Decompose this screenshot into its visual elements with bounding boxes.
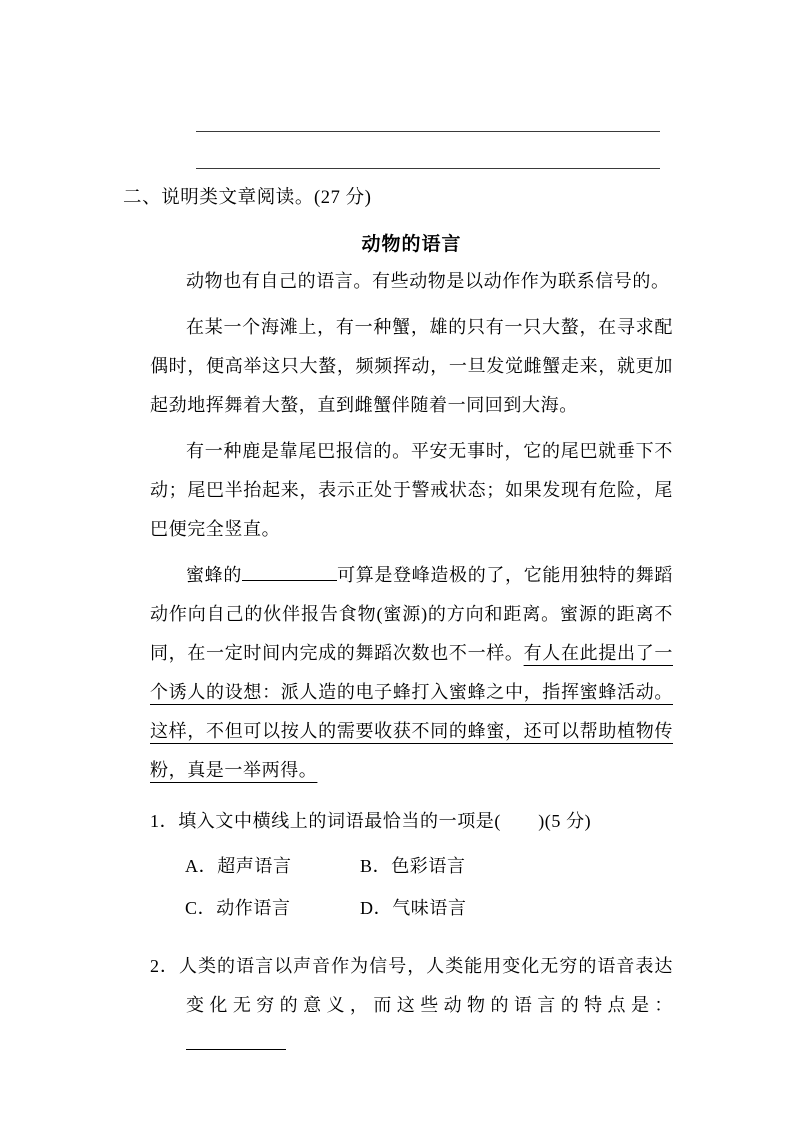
options-row-1 [185, 845, 673, 887]
reading-passage [150, 229, 673, 1064]
question-2 [150, 947, 673, 1064]
question-1 [150, 802, 673, 929]
option-c: C．动作语言 [185, 898, 291, 918]
option-b: B．色彩语言 [360, 856, 466, 876]
section-heading: 二、说明类文章阅读。(27 分) [123, 188, 372, 208]
article-paragraph-1: 动物也有自己的语言。有些动物是以动作作为联系信号的。 [186, 271, 670, 291]
article-title: 动物的语言 [361, 234, 462, 255]
question-1-options [185, 845, 673, 929]
option-a: A．超声语言 [185, 856, 292, 876]
options-row-2 [185, 887, 673, 929]
article-paragraph-3: 有一种鹿是靠尾巴报信的。平安无事时，它的尾巴就垂下不动；尾巴半抬起来，表示正处于警戒状态；如果发现有危险，尾巴便完全竖直。 [150, 441, 673, 539]
answer-blank-line [196, 95, 660, 132]
paragraph-text: 可算是登峰造极的了，它能用独特的舞蹈动作向自己的伙伴报告食物(蜜源)的方向和距离。蜜源的距离不同，在一定时间内完成的舞蹈次数也不一样。 [150, 565, 673, 663]
fill-in-blank [186, 1031, 286, 1050]
fill-in-blank [242, 562, 337, 581]
article-paragraph-4 [150, 556, 673, 790]
question-1-stem: 1．填入文中横线上的词语最恰当的一项是( )(5 分) [150, 811, 592, 831]
option-d: D．气味语言 [360, 898, 467, 918]
question-text: 2．人类的语言以声音作为信号，人类能用变化无穷的语音表达变化无穷的意义，而这些动物的语言的特点是： [150, 956, 673, 1015]
question-2-stem [150, 947, 673, 1064]
answer-lines [196, 95, 660, 169]
paragraph-text: 蜜蜂的 [186, 565, 242, 585]
answer-blank-line [196, 132, 660, 169]
underlined-text: 有人在此提出了一个诱人的设想：派人造的电子蜂打入蜜蜂之中，指挥蜜蜂活动。这样，不但可以按人的需要收获不同的蜂蜜，还可以帮助植物传粉，真是一举两得。 [150, 643, 673, 780]
article-paragraph-2: 在某一个海滩上，有一种蟹，雄的只有一只大螯，在寻求配偶时，便高举这只大螯，频频挥动，一旦发觉雌蟹走来，就更加起劲地挥舞着大螯，直到雌蟹伴随着一同回到大海。 [150, 317, 673, 415]
